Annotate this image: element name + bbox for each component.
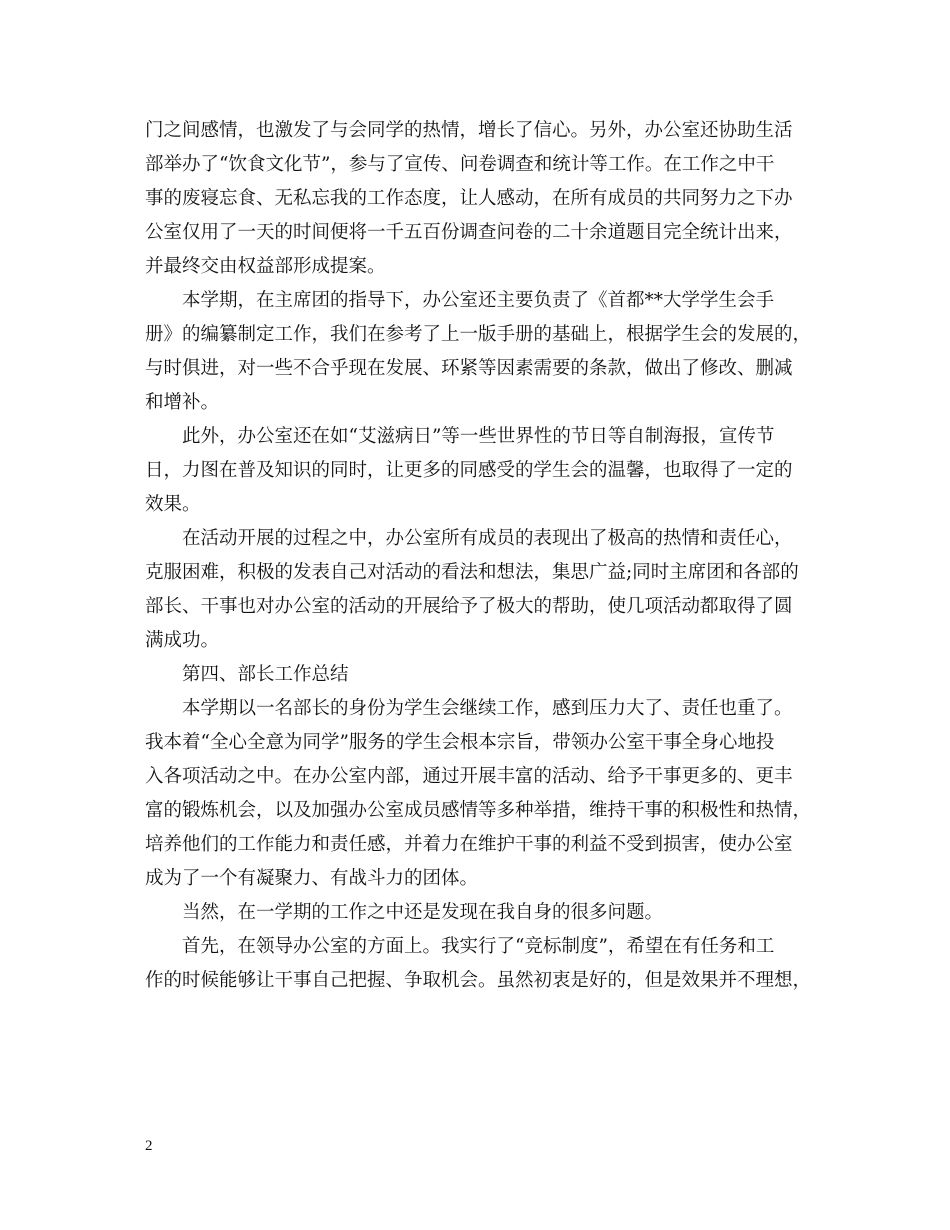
document-body [145,114,813,998]
text-line: 日，力图在普及知识的同时，让更多的同感受的学生会的温馨，也取得了一定的 [145,460,793,481]
paragraph [145,420,813,522]
text-line: 部长、干事也对办公室的活动的开展给予了极大的帮助，使几项活动都取得了圆 [145,596,793,617]
text-line: 此外，办公室还在如“艾滋病日”等一些世界性的节日等自制海报，宣传节 [182,426,775,447]
text-line: 在活动开展的过程之中，办公室所有成员的表现出了极高的热情和责任心， [182,528,793,549]
text-line: 我本着“全心全意为同学”服务的学生会根本宗旨，带领办公室干事全身心地投 [145,732,775,753]
text-line: 克服困难，积极的发表自己对活动的看法和想法，集思广益;同时主席团和各部的 [145,562,799,583]
page-number: 2 [145,1138,153,1154]
text-line: 当然，在一学期的工作之中还是发现在我自身的很多问题。 [182,902,664,923]
text-line: 与时俱进，对一些不合乎现在发展、环紧等因素需要的条款，做出了修改、删减 [145,358,793,379]
text-line: 满成功。 [145,630,220,651]
paragraph [145,114,813,284]
paragraph [145,658,813,692]
text-line: 本学期以一名部长的身份为学生会继续工作，感到压力大了、责任也重了。 [182,698,793,719]
text-line: 公室仅用了一天的时间便将一千五百份调查问卷的二十余道题目完全统计出来， [145,222,793,243]
text-line: 富的锻炼机会，以及加强办公室成员感情等多种举措，维持干事的积极性和热情， [145,800,812,821]
paragraph [145,692,813,896]
text-line: 门之间感情，也激发了与会同学的热情，增长了信心。另外，办公室还协助生活 [145,120,793,141]
text-line: 和增补。 [145,392,220,413]
text-line: 并最终交由权益部形成提案。 [145,256,386,277]
text-line: 作的时候能够让干事自己把握、争取机会。虽然初衷是好的，但是效果并不理想， [145,970,812,991]
text-line: 本学期，在主席团的指导下，办公室还主要负责了《首都**大学学生会手 [182,290,775,311]
text-line: 培养他们的工作能力和责任感，并着力在维护干事的利益不受到损害，使办公室 [145,834,793,855]
text-line: 效果。 [145,494,201,515]
paragraph [145,930,813,998]
text-line: 入各项活动之中。在办公室内部，通过开展丰富的活动、给予干事更多的、更丰 [145,766,793,787]
paragraph [145,284,813,420]
text-line: 事的废寝忘食、无私忘我的工作态度，让人感动，在所有成员的共同努力之下办 [145,188,793,209]
paragraph [145,522,813,658]
text-line: 成为了一个有凝聚力、有战斗力的团体。 [145,868,479,889]
text-line: 第四、部长工作总结 [182,664,349,685]
text-line: 部举办了“饮食文化节”，参与了宣传、问卷调查和统计等工作。在工作之中干 [145,154,775,175]
text-line: 册》的编纂制定工作，我们在参考了上一版手册的基础上，根据学生会的发展的， [145,324,812,345]
text-line: 首先，在领导办公室的方面上。我实行了“竞标制度”，希望在有任务和工 [182,936,775,957]
paragraph [145,896,813,930]
